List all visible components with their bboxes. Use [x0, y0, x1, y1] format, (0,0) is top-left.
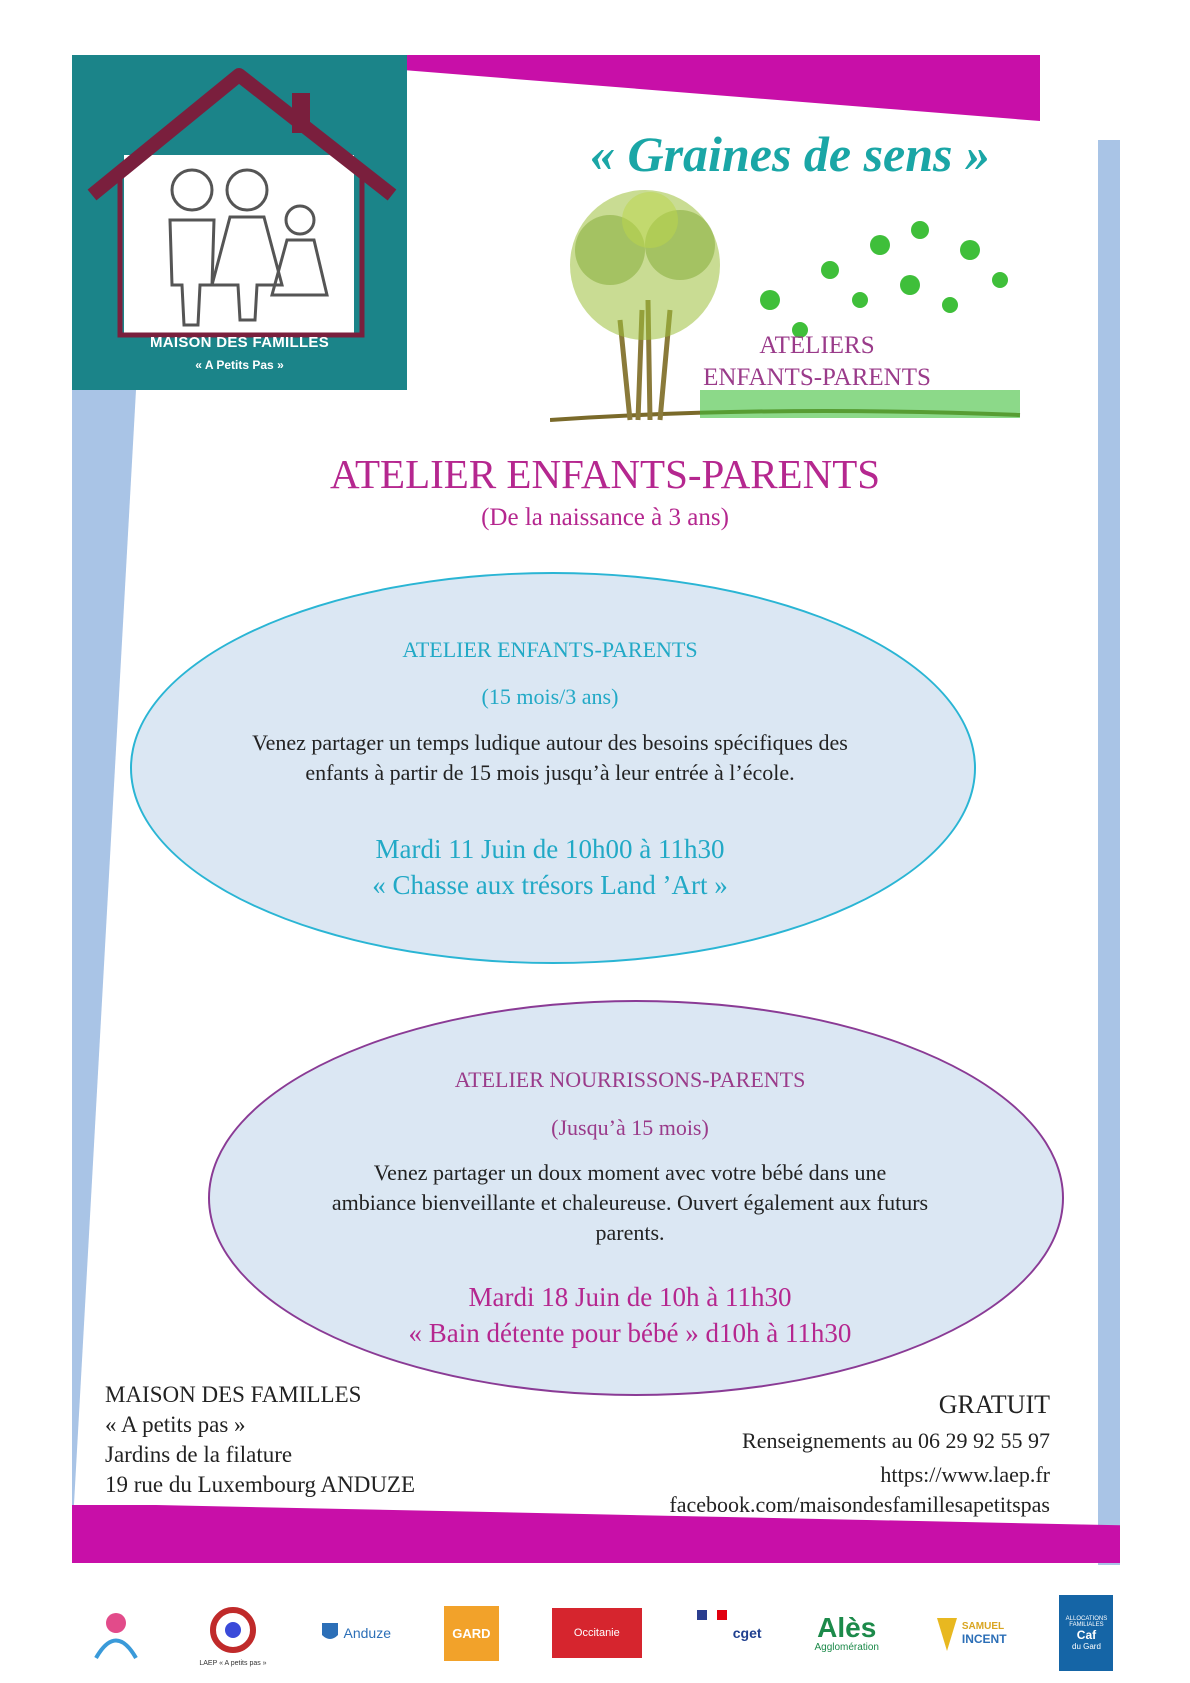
caf-line3: du Gard [1072, 1641, 1101, 1651]
ales-subtext: Agglomération [814, 1641, 879, 1653]
phone-info: Renseignements au 06 29 92 55 97 [742, 1428, 1050, 1453]
occitanie-logo [552, 1608, 642, 1658]
workshop2-date: Mardi 18 Juin de 10h à 11h30 [468, 1282, 792, 1312]
workshop2-theme: « Bain détente pour bébé » d10h à 11h30 [408, 1318, 852, 1348]
caf-line1: ALLOCATIONS FAMILIALES [1065, 1615, 1108, 1628]
poster-title: « Graines de sens » [589, 126, 991, 182]
logo-title: MAISON DES FAMILLES [149, 334, 330, 351]
workshop2-description: Venez partager un doux moment avec votre bébé dans une ambiance bienveillante et chaleureuse. Ouvert également aux futurs parents. [331, 1160, 929, 1245]
gard-logo [444, 1606, 499, 1661]
gard-text: GARD [452, 1625, 491, 1641]
partner-logos [60, 1590, 1140, 1676]
laep-logo [199, 1600, 266, 1667]
ales-text: Alès [817, 1611, 877, 1643]
vincent-text: INCENT [961, 1632, 1007, 1646]
logo-subtitle: « A Petits Pas » [195, 358, 284, 372]
address-block [105, 1380, 415, 1500]
workshop1-description: Venez partager un temps ludique autour des besoins spécifiques des enfants à partir de 15 mois jusqu’à leur entrée à l’école. [252, 730, 848, 785]
workshop1-title: ATELIER ENFANTS-PARENTS [402, 637, 698, 662]
address-line2: « A petits pas » [105, 1412, 246, 1437]
left-blue-band [72, 390, 136, 1540]
workshop2-age: (Jusqu’à 15 mois) [551, 1115, 709, 1140]
right-blue-band [1098, 140, 1120, 1565]
workshop1-theme: « Chasse aux trésors Land ’Art » [372, 870, 728, 900]
angelique-cavalie-logo [86, 1603, 146, 1663]
laep-caption: LAEP « A petits pas » [199, 1659, 267, 1667]
tree-illustration [550, 190, 1030, 445]
website-link[interactable]: https://www.laep.fr [880, 1462, 1050, 1487]
main-heading: ATELIER ENFANTS-PARENTS [329, 451, 881, 497]
address-line3: Jardins de la filature [105, 1442, 293, 1467]
address-line4: 19 rue du Luxembourg ANDUZE [105, 1472, 416, 1497]
samuel-text: SAMUEL [961, 1621, 1005, 1632]
anduze-text: Anduze [343, 1625, 391, 1641]
price-label: GRATUIT [938, 1390, 1050, 1419]
occitanie-text: Occitanie [573, 1627, 620, 1639]
main-subheading: (De la naissance à 3 ans) [481, 504, 729, 531]
illustration-caption [672, 330, 962, 394]
facebook-link[interactable]: facebook.com/maisondesfamillesapetitspas [669, 1492, 1050, 1517]
workshop1-date: Mardi 11 Juin de 10h00 à 11h30 [375, 834, 725, 864]
illustration-caption-line2: ENFANTS-PARENTS [703, 364, 931, 391]
anduze-logo [320, 1621, 391, 1645]
caf-line2: Caf [1076, 1627, 1097, 1642]
cget-text: cget [732, 1625, 762, 1641]
address-line1: MAISON DES FAMILLES [105, 1382, 362, 1407]
workshop2-title: ATELIER NOURRISSONS-PARENTS [454, 1067, 806, 1092]
samuel-vincent-logo [932, 1613, 1007, 1653]
cget-logo [695, 1608, 762, 1658]
top-magenta-band [380, 55, 1040, 121]
workshop1-age: (15 mois/3 ans) [481, 684, 619, 709]
ales-agglomeration-logo [814, 1611, 879, 1653]
house-family-icon [72, 55, 407, 345]
illustration-caption-line1: ATELIERS [759, 332, 875, 359]
caf-du-gard-logo [1059, 1595, 1113, 1671]
